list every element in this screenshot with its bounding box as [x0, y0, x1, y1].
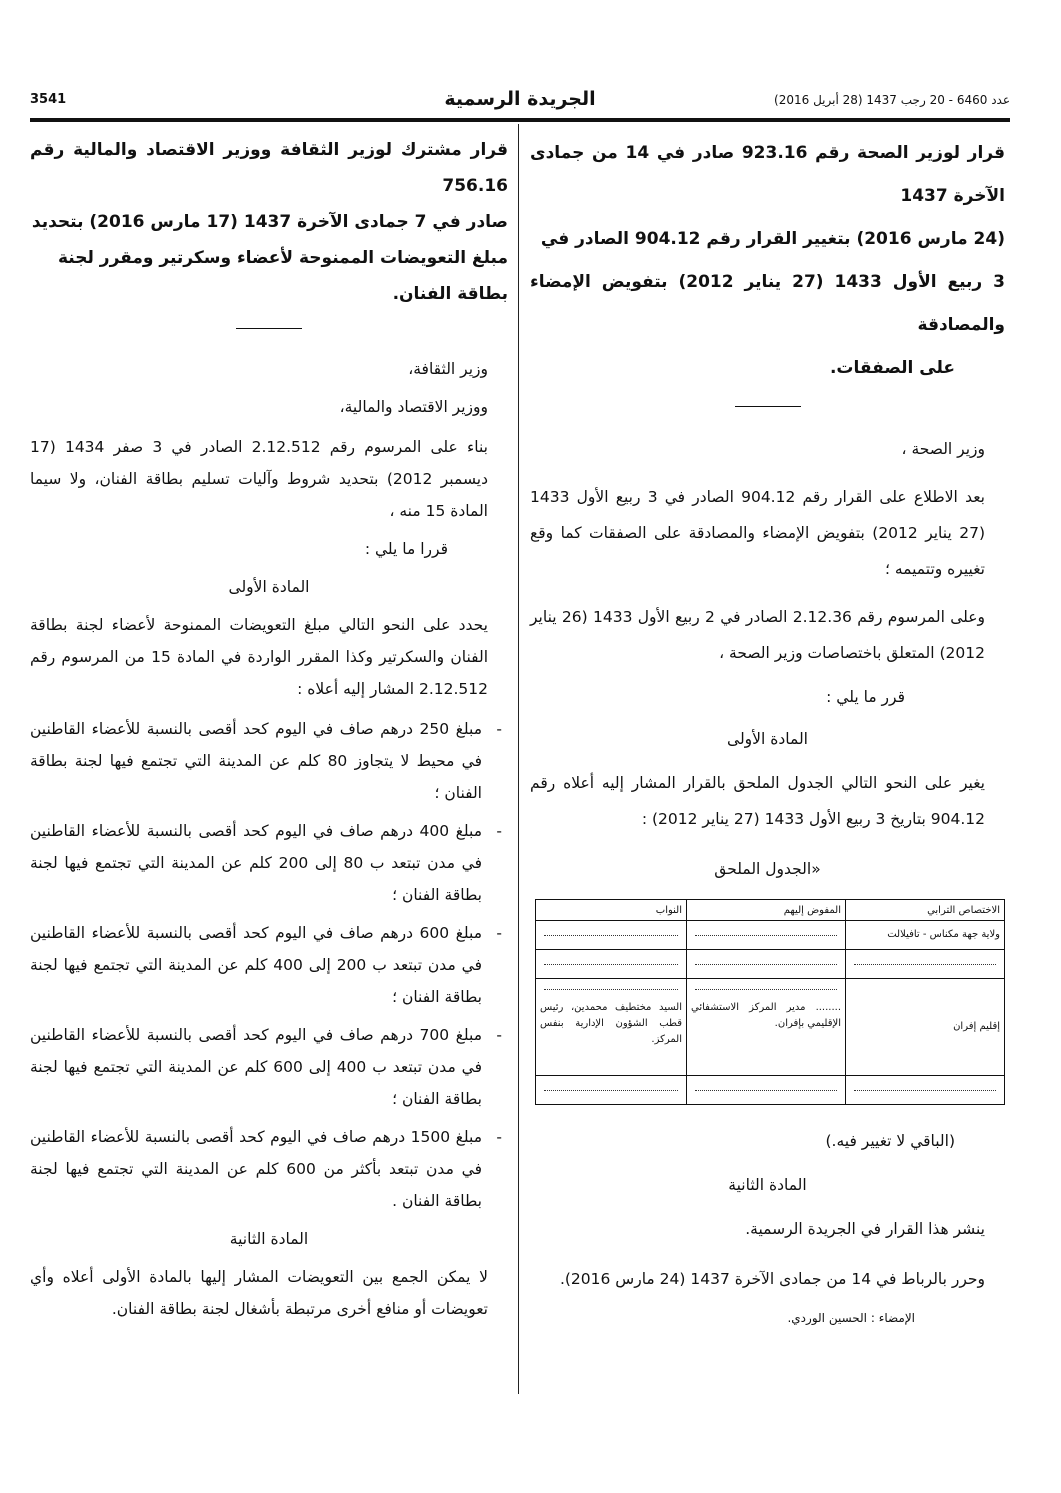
article-text: ينشر هذا القرار في الجريدة الرسمية.: [745, 1220, 985, 1238]
title-line: (24 مارس 2016) بتغيير القرار رقم 904.12 الصادر في: [540, 229, 1005, 249]
table-cell: [687, 1076, 846, 1105]
title-line: قرار مشترك لوزير الثقافة ووزير الاقتصاد والمالية رقم 756.16: [30, 140, 508, 196]
title-line: على الصفقات.: [829, 358, 955, 378]
table-cell: ولاية جهة مكناس - تافيلالت: [846, 921, 1005, 950]
dotted-placeholder: [544, 963, 678, 965]
list-item: - مبلغ 1500 درهم صاف في اليوم كحد أقصى بالنسبة للأعضاء القاطنين في مدن تبتعد بأكثر من 600 كلم عن المدينة التي تجتمع فيها لجنة بطاقة الفنان .: [30, 1128, 502, 1210]
table-header: النواب: [536, 900, 687, 921]
dotted-placeholder: [695, 963, 837, 965]
done-at-line: وحرر بالرباط في 14 من جمادى الآخرة 1437 (24 مارس 2016).: [559, 1270, 985, 1288]
decides-line: قرر ما يلي :: [826, 688, 905, 706]
dotted-placeholder: [544, 988, 678, 990]
rest-unchanged: (الباقي لا تغيير فيه.): [825, 1132, 955, 1150]
issue-info: عدد 6460 - 20 رجب 1437 (28 أبريل 2016): [774, 93, 1010, 107]
considering-paragraph: بعد الاطلاع على القرار رقم 904.12 الصادر في 3 ربيع الأول 1433 (27 يناير 2012) بتفويض الإمضاء والمصادقة على الصفقات كما وقع تغييره وتتميمه ؛: [530, 488, 985, 578]
deputy-text: السيد مختطيف محمدين، رئيس قطب الشؤون الإدارية بنفس المركز.: [540, 1002, 682, 1045]
gazette-title: الجريدة الرسمية: [444, 88, 596, 110]
page-header: [30, 88, 1010, 116]
article-title: المادة الثانية: [229, 1230, 309, 1248]
table-cell: إقليم إفران: [846, 979, 1005, 1076]
minister-line: وزير الصحة ،: [901, 440, 985, 458]
decided-line: قررا ما يلي :: [364, 540, 448, 558]
table-cell: [536, 979, 687, 1076]
signature: الإمضاء : الحسين الوردي.: [787, 1311, 915, 1325]
title-divider: [735, 406, 801, 407]
dotted-placeholder: [854, 963, 996, 965]
article-title: المادة الأولى: [228, 578, 310, 596]
delegate-text: ........ مدير المركز الاستشفائي الإقليمي بإفران.: [691, 1002, 841, 1029]
considering-paragraph: بناء على المرسوم رقم 2.12.512 الصادر في 3 صفر 1434 (17 ديسمبر 2012) بتحديد شروط وآليات تسليم بطاقة الفنان، ولا سيما المادة 15 منه ،: [30, 438, 488, 520]
table-row: [536, 921, 1005, 950]
table-cell: [536, 1076, 687, 1105]
title-line: 3 ربيع الأول 1433 (27 يناير 2012) بتفويض الإمضاء والمصادقة: [530, 272, 1005, 335]
minister-line: ووزير الاقتصاد والمالية،: [339, 398, 488, 416]
table-cell: [536, 950, 687, 979]
column-separator: [518, 124, 519, 1394]
table-cell: [687, 921, 846, 950]
table-row: [536, 950, 1005, 979]
title-line: مبلغ التعويضات الممنوحة لأعضاء وسكرتير ومقرر لجنة: [57, 248, 508, 268]
title-divider: [236, 328, 302, 329]
list-item: - مبلغ 700 درهم صاف في اليوم كحد أقصى بالنسبة للأعضاء القاطنين في مدن تبتعد ب 400 إلى 600 كلم عن المدينة التي تجتمع فيها لجنة بطاقة الفنان ؛: [30, 1026, 502, 1108]
table-cell: [846, 1076, 1005, 1105]
left-column: [30, 132, 508, 1331]
annex-title: «الجدول الملحق: [714, 860, 821, 878]
header-rule: [30, 118, 1010, 122]
dotted-placeholder: [695, 1089, 837, 1091]
decree-title: [530, 132, 1005, 390]
article-title: المادة الثانية: [728, 1176, 807, 1194]
table-header: المفوض إليهم: [687, 900, 846, 921]
list-item: - مبلغ 600 درهم صاف في اليوم كحد أقصى بالنسبة للأعضاء القاطنين في مدن تبتعد ب 200 إلى 400 كلم عن المدينة التي تجتمع فيها لجنة بطاقة الفنان ؛: [30, 924, 502, 1006]
list-item: - مبلغ 250 درهم صاف في اليوم كحد أقصى بالنسبة للأعضاء القاطنين في محيط لا يتجاوز 80 كلم عن المدينة التي تجتمع فيها لجنة بطاقة الفنان ؛: [30, 720, 502, 802]
article-title: المادة الأولى: [727, 730, 808, 748]
article-text: لا يمكن الجمع بين التعويضات المشار إليها بالمادة الأولى أعلاه وأي تعويضات أو منافع أخرى مرتبطة بأشغال لجنة بطاقة الفنان.: [30, 1268, 488, 1318]
decree-title: [30, 132, 508, 312]
table-cell: [687, 950, 846, 979]
title-line: صادر في 7 جمادى الآخرة 1437 (17 مارس 2016) بتحديد: [31, 212, 508, 232]
table-cell: [846, 950, 1005, 979]
page-number: 3541: [30, 92, 67, 107]
minister-line: وزير الثقافة،: [408, 360, 488, 378]
article-text: يغير على النحو التالي الجدول الملحق بالقرار المشار إليه أعلاه رقم 904.12 بتاريخ 3 ربيع الأول 1433 (27 يناير 2012) :: [530, 774, 985, 828]
amounts-list: [30, 713, 508, 1217]
table-header: الاختصاص الترابي: [846, 900, 1005, 921]
table-cell: [536, 921, 687, 950]
table-row: [536, 979, 1005, 1076]
considering-paragraph: وعلى المرسوم رقم 2.12.36 الصادر في 2 ربيع الأول 1433 (26 يناير 2012) المتعلق باختصاصات وزير الصحة ،: [530, 608, 985, 662]
dotted-placeholder: [695, 988, 837, 990]
title-line: بطاقة الفنان.: [392, 284, 508, 304]
table-row: [536, 1076, 1005, 1105]
dotted-placeholder: [854, 1089, 996, 1091]
dotted-placeholder: [544, 1089, 678, 1091]
dotted-placeholder: [695, 934, 837, 936]
right-column: [530, 132, 1005, 1325]
annex-table: [535, 899, 1005, 1105]
list-item: - مبلغ 400 درهم صاف في اليوم كحد أقصى بالنسبة للأعضاء القاطنين في مدن تبتعد ب 80 إلى 200 كلم عن المدينة التي تجتمع فيها لجنة بطاقة الفنان ؛: [30, 822, 502, 904]
table-cell: [687, 979, 846, 1076]
title-line: قرار لوزير الصحة رقم 923.16 صادر في 14 من جمادى الآخرة 1437: [530, 143, 1005, 206]
article-text: يحدد على النحو التالي مبلغ التعويضات الممنوحة لأعضاء لجنة بطاقة الفنان والسكرتير وكذا المقرر الواردة في المادة 15 من المرسوم رقم 2.12.512 المشار إليه أعلاه :: [30, 616, 488, 698]
dotted-placeholder: [544, 934, 678, 936]
